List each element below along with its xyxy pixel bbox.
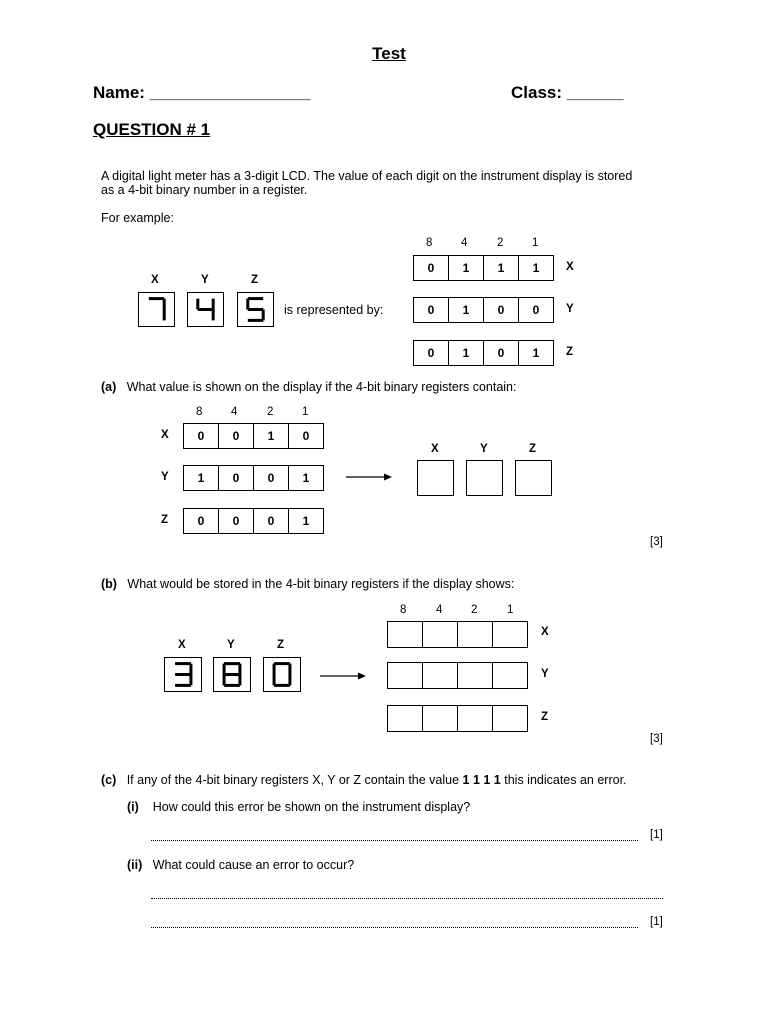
weight-2: 2: [497, 237, 504, 249]
example-label-y: Y: [201, 274, 209, 286]
register-cell: 0: [219, 509, 254, 533]
part-c-i-question: [127, 800, 470, 815]
part-c-ii-answer-line-1[interactable]: [151, 898, 663, 899]
intro-line-1: A digital light meter has a 3-digit LCD. The value of each digit on the instrument display is stored: [101, 169, 633, 183]
name-label: Name: _________________: [93, 83, 311, 102]
weight-1: 1: [302, 406, 309, 418]
represented-by-text: is represented by:: [284, 303, 384, 317]
part-b-lcd-digit-x: [164, 657, 202, 692]
part-a-register-z: [183, 508, 324, 534]
example-label: For example:: [101, 211, 174, 225]
register-cell-empty[interactable]: [423, 706, 458, 731]
part-b-display-label-z: Z: [277, 639, 285, 651]
lcd-digit-7: [139, 293, 174, 326]
part-c-ii-text: What could cause an error to occur?: [152, 858, 355, 872]
part-a-marker: (a): [101, 380, 117, 394]
part-c-text-pre: If any of the 4-bit binary registers X, Y or Z contain the value: [126, 773, 463, 787]
intro-line-2: as a 4-bit binary number in a register.: [101, 183, 308, 197]
part-a-answer-box-z[interactable]: [515, 460, 552, 496]
example-register-y: [413, 297, 554, 323]
example-register-x-label: X: [566, 261, 574, 273]
part-c-i-answer-line[interactable]: [151, 840, 638, 841]
part-a-answer-label-x: X: [431, 443, 439, 455]
part-a-question: [101, 380, 517, 395]
lcd-digit-5: [238, 293, 273, 326]
part-a-register-x: [183, 423, 324, 449]
weight-8: 8: [400, 604, 407, 616]
part-a-register-y-label: Y: [161, 471, 169, 483]
part-b-marker: (b): [101, 577, 117, 591]
register-cell-empty[interactable]: [388, 622, 423, 647]
register-cell-empty[interactable]: [493, 663, 527, 688]
weight-4: 4: [461, 237, 468, 249]
part-b-register-z-label: Z: [541, 711, 549, 723]
part-c-ii-marker: (ii): [127, 858, 143, 872]
register-cell: 0: [184, 424, 219, 448]
register-cell: 0: [219, 424, 254, 448]
example-register-z-label: Z: [566, 346, 574, 358]
part-b-display-label-x: X: [178, 639, 186, 651]
lcd-digit-4: [188, 293, 223, 326]
register-cell-empty[interactable]: [423, 663, 458, 688]
register-cell-empty[interactable]: [388, 706, 423, 731]
register-cell: 0: [484, 298, 519, 322]
example-label-x: X: [151, 274, 159, 286]
part-c-ii-answer-line-2[interactable]: [151, 927, 638, 928]
lcd-digit-0: [264, 658, 300, 691]
register-cell: 0: [414, 256, 449, 280]
example-register-z: [413, 340, 554, 366]
register-cell: 0: [414, 298, 449, 322]
part-b-register-x[interactable]: [387, 621, 528, 648]
part-c-ii-question: [127, 858, 354, 873]
register-cell-empty[interactable]: [458, 706, 493, 731]
example-register-y-label: Y: [566, 303, 574, 315]
register-cell: 0: [219, 466, 254, 490]
register-cell-empty[interactable]: [458, 622, 493, 647]
part-c-error-value: 1 1 1 1: [462, 773, 501, 787]
register-cell: 1: [302, 471, 310, 485]
part-a-marks: [3]: [650, 536, 663, 548]
part-b-marks: [3]: [650, 733, 663, 745]
page-title: Test: [372, 44, 406, 63]
part-a-register-x-label: X: [161, 429, 169, 441]
part-b-question: [101, 577, 514, 592]
part-b-text: What would be stored in the 4-bit binary registers if the display shows:: [127, 577, 515, 591]
register-cell-empty[interactable]: [493, 706, 527, 731]
example-lcd-digit-y: [187, 292, 224, 327]
part-c-i-marker: (i): [127, 800, 139, 814]
example-lcd-digit-x: [138, 292, 175, 327]
part-b-register-y-label: Y: [541, 668, 549, 680]
register-cell: 0: [254, 466, 289, 490]
register-cell: 1: [449, 341, 484, 365]
part-c-i-text: How could this error be shown on the instrument display?: [152, 800, 471, 814]
part-c-ii-marks: [1]: [650, 916, 663, 928]
register-cell: 1: [302, 514, 310, 528]
class-label: Class: ______: [511, 83, 624, 102]
register-cell-empty[interactable]: [458, 663, 493, 688]
register-cell-empty[interactable]: [388, 663, 423, 688]
register-cell: 1: [449, 256, 484, 280]
question-heading: QUESTION # 1: [93, 120, 211, 139]
weight-4: 4: [231, 406, 238, 418]
register-cell-empty[interactable]: [493, 622, 527, 647]
lcd-digit-3: [165, 658, 201, 691]
part-b-lcd-digit-z: [263, 657, 301, 692]
part-a-answer-box-y[interactable]: [466, 460, 503, 496]
weight-2: 2: [267, 406, 274, 418]
part-b-register-z[interactable]: [387, 705, 528, 732]
part-a-answer-box-x[interactable]: [417, 460, 454, 496]
register-cell: 1: [254, 424, 289, 448]
weight-2: 2: [471, 604, 478, 616]
part-b-register-y[interactable]: [387, 662, 528, 689]
part-a-answer-label-z: Z: [529, 443, 537, 455]
weight-1: 1: [507, 604, 514, 616]
register-cell: 1: [184, 466, 219, 490]
part-c-i-marks: [1]: [650, 829, 663, 841]
part-a-answer-label-y: Y: [480, 443, 488, 455]
weight-8: 8: [196, 406, 203, 418]
example-lcd-digit-z: [237, 292, 274, 327]
register-cell: 0: [184, 509, 219, 533]
register-cell: 0: [254, 509, 289, 533]
part-b-lcd-digit-y: [213, 657, 251, 692]
register-cell: 1: [449, 298, 484, 322]
register-cell: 1: [532, 261, 540, 275]
part-c-question: [101, 773, 627, 788]
part-a-register-z-label: Z: [161, 514, 169, 526]
register-cell-empty[interactable]: [423, 622, 458, 647]
example-register-x: [413, 255, 554, 281]
weight-4: 4: [436, 604, 443, 616]
register-cell: 1: [484, 256, 519, 280]
arrow-right-icon: [346, 471, 392, 483]
weight-8: 8: [426, 237, 433, 249]
part-a-register-y: [183, 465, 324, 491]
register-cell: 1: [532, 346, 540, 360]
part-a-text: What value is shown on the display if the 4-bit binary registers contain:: [126, 380, 517, 394]
register-cell: 0: [414, 341, 449, 365]
register-cell: 0: [302, 429, 310, 443]
part-b-display-label-y: Y: [227, 639, 235, 651]
weight-1: 1: [532, 237, 539, 249]
register-cell: 0: [484, 341, 519, 365]
part-c-marker: (c): [101, 773, 117, 787]
part-b-register-x-label: X: [541, 626, 549, 638]
lcd-digit-8: [214, 658, 250, 691]
example-label-z: Z: [251, 274, 259, 286]
arrow-right-icon: [320, 670, 366, 682]
register-cell: 0: [532, 303, 540, 317]
part-c-text-post: this indicates an error.: [500, 773, 627, 787]
